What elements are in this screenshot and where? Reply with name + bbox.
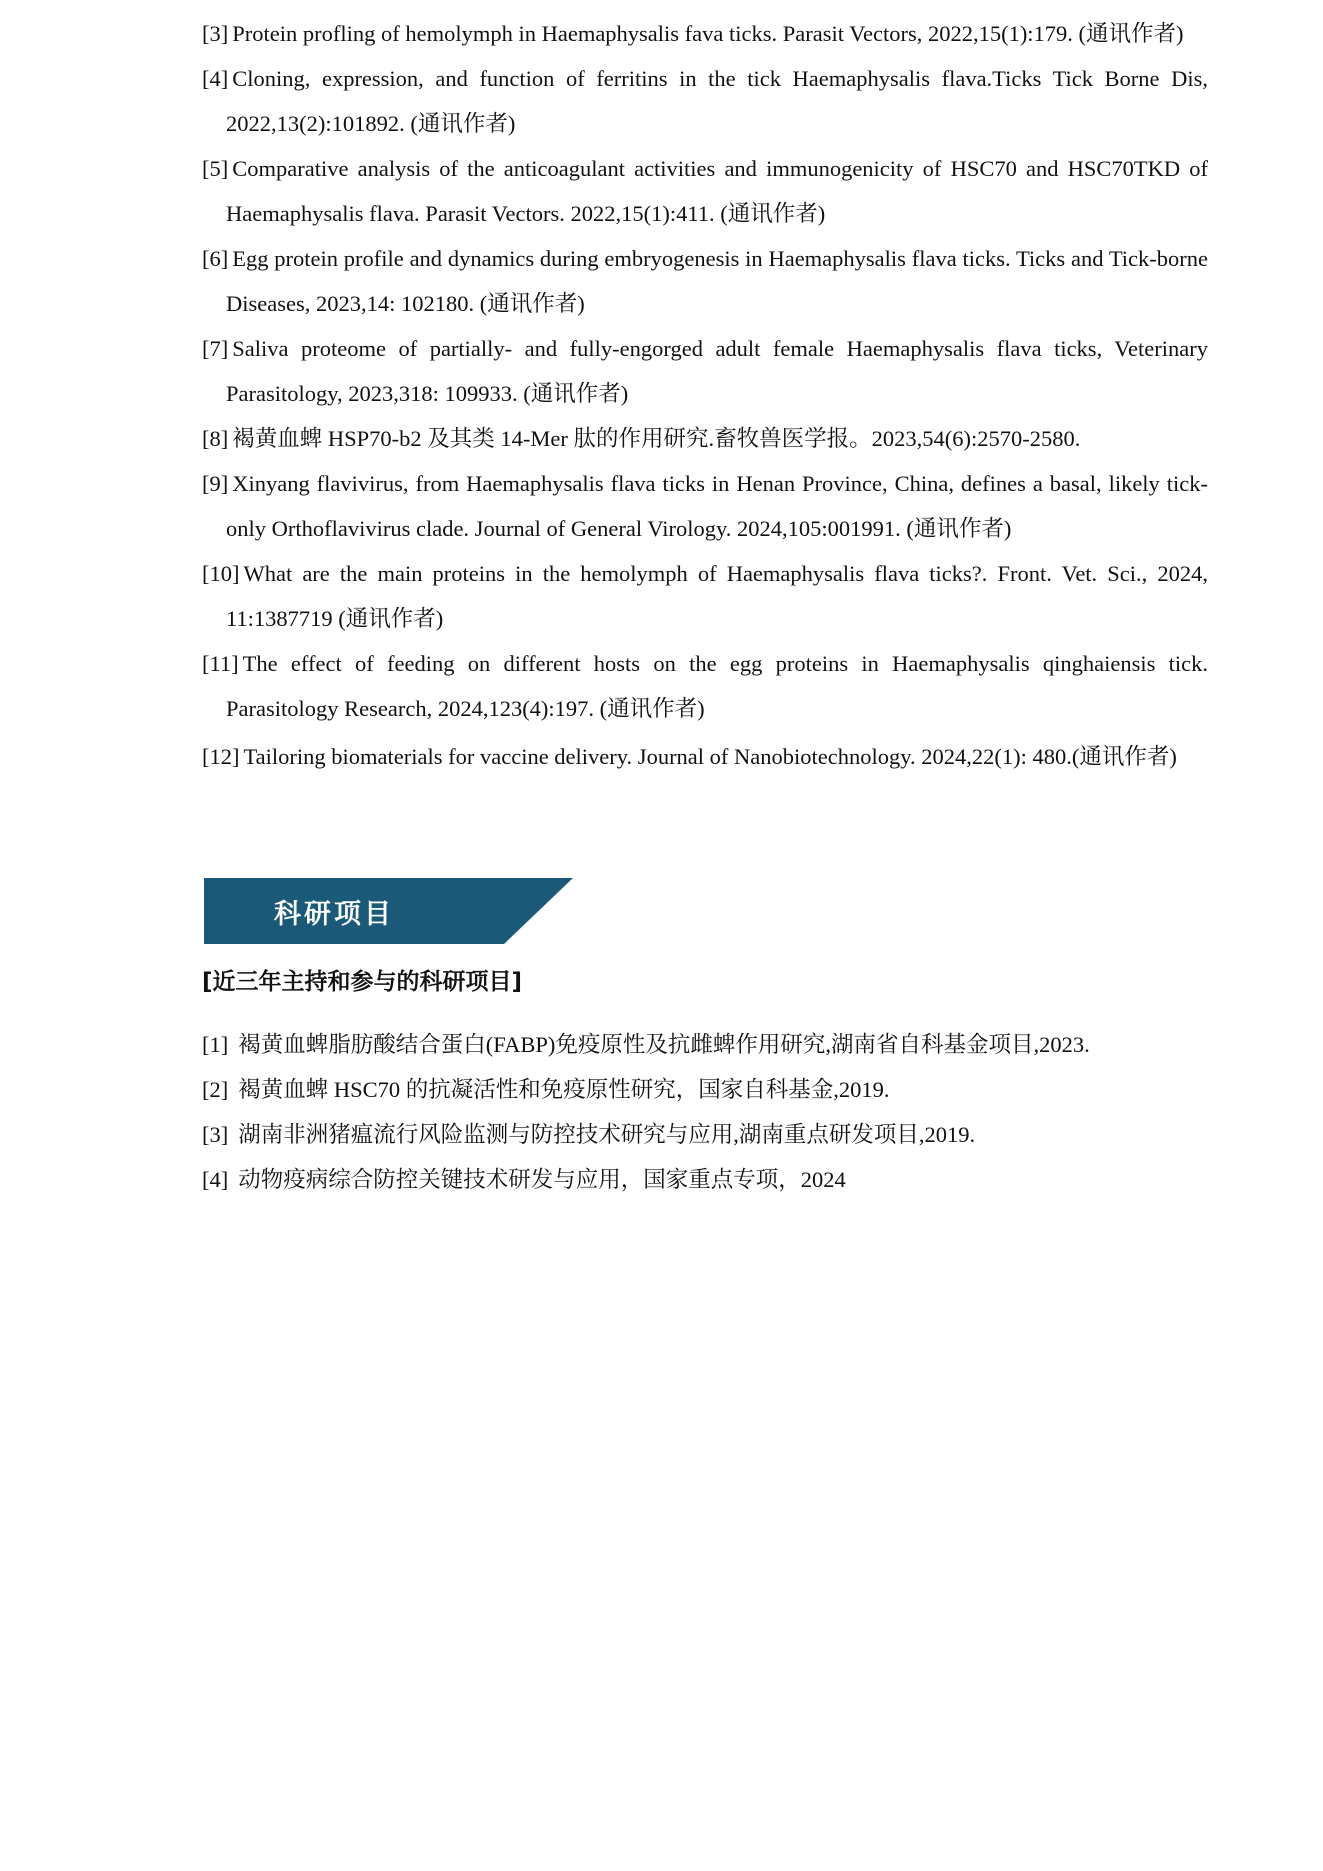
project-number: [2] (202, 1077, 229, 1102)
project-item (202, 1067, 1208, 1112)
project-number: [4] (202, 1167, 229, 1192)
reference-item (202, 551, 1208, 641)
section-title: 科研项目 (274, 899, 394, 930)
reference-list (202, 11, 1208, 783)
reference-text: Egg protein profile and dynamics during embryogenesis in Haemaphysalis flava ticks. Ticks and Tick-borne Diseases, 2023,14: 102180. (通讯作者) (226, 246, 1208, 316)
reference-item (202, 731, 1208, 783)
reference-number: [9] (202, 471, 229, 496)
project-item (202, 1157, 1208, 1202)
reference-text: The effect of feeding on different hosts on the egg proteins in Haemaphysalis qinghaiensis tick. Parasitology Research, 2024,123(4):197. (通讯作者) (226, 651, 1208, 721)
reference-number: [3] (202, 21, 229, 46)
reference-text: Tailoring biomaterials for vaccine delivery. Journal of Nanobiotechnology. 2024,22(1): 480.(通讯作者) (243, 744, 1177, 769)
section-subheading: [近三年主持和参与的科研项目] (202, 969, 523, 995)
reference-text: Protein profling of hemolymph in Haemaphysalis fava ticks. Parasit Vectors, 2022,15(1):179. (通讯作者) (232, 21, 1184, 46)
reference-text: Saliva proteome of partially- and fully-engorged adult female Haemaphysalis flava ticks, Veterinary Parasitology, 2023,318: 109933. (通讯作者) (226, 336, 1208, 406)
reference-item (202, 146, 1208, 236)
project-text: 湖南非洲猪瘟流行风险监测与防控技术研究与应用,湖南重点研发项目,2019. (238, 1122, 976, 1147)
reference-item (202, 326, 1208, 416)
project-text: 褐黄血蜱脂肪酸结合蛋白(FABP)免疫原性及抗雌蜱作用研究,湖南省自科基金项目,2023. (238, 1032, 1090, 1057)
reference-number: [10] (202, 561, 240, 586)
reference-text: What are the main proteins in the hemolymph of Haemaphysalis flava ticks?. Front. Vet. Sci., 2024, 11:1387719 (通讯作者) (226, 561, 1208, 631)
project-number: [3] (202, 1122, 229, 1147)
project-list (202, 1022, 1208, 1202)
project-item (202, 1112, 1208, 1157)
reference-item (202, 461, 1208, 551)
project-text: 褐黄血蜱 HSC70 的抗凝活性和免疫原性研究，国家自科基金,2019. (238, 1077, 890, 1102)
reference-number: [12] (202, 744, 240, 769)
reference-item (202, 56, 1208, 146)
reference-number: [5] (202, 156, 229, 181)
reference-number: [7] (202, 336, 229, 361)
reference-text: Cloning, expression, and function of ferritins in the tick Haemaphysalis flava.Ticks Tick Borne Dis, 2022,13(2):101892. (通讯作者) (226, 66, 1208, 136)
project-text: 动物疫病综合防控关键技术研发与应用，国家重点专项，2024 (238, 1167, 846, 1192)
reference-item (202, 236, 1208, 326)
reference-text: Xinyang flavivirus, from Haemaphysalis flava ticks in Henan Province, China, defines a basal, likely tick-only Orthoflavivirus clade. Journal of General Virology. 2024,105:001991. (通讯作者) (226, 471, 1208, 541)
project-item (202, 1022, 1208, 1067)
reference-number: [4] (202, 66, 229, 91)
reference-item (202, 641, 1208, 731)
reference-number: [6] (202, 246, 229, 271)
reference-number: [8] (202, 426, 229, 451)
reference-text: 褐黄血蜱 HSP70-b2 及其类 14-Mer 肽的作用研究.畜牧兽医学报。2023,54(6):2570-2580. (232, 426, 1081, 451)
section-banner (204, 878, 574, 944)
reference-item (202, 11, 1208, 56)
reference-text: Comparative analysis of the anticoagulant activities and immunogenicity of HSC70 and HSC70TKD of Haemaphysalis flava. Parasit Vectors. 2022,15(1):411. (通讯作者) (226, 156, 1208, 226)
reference-item (202, 416, 1208, 461)
project-number: [1] (202, 1032, 229, 1057)
reference-number: [11] (202, 651, 239, 676)
